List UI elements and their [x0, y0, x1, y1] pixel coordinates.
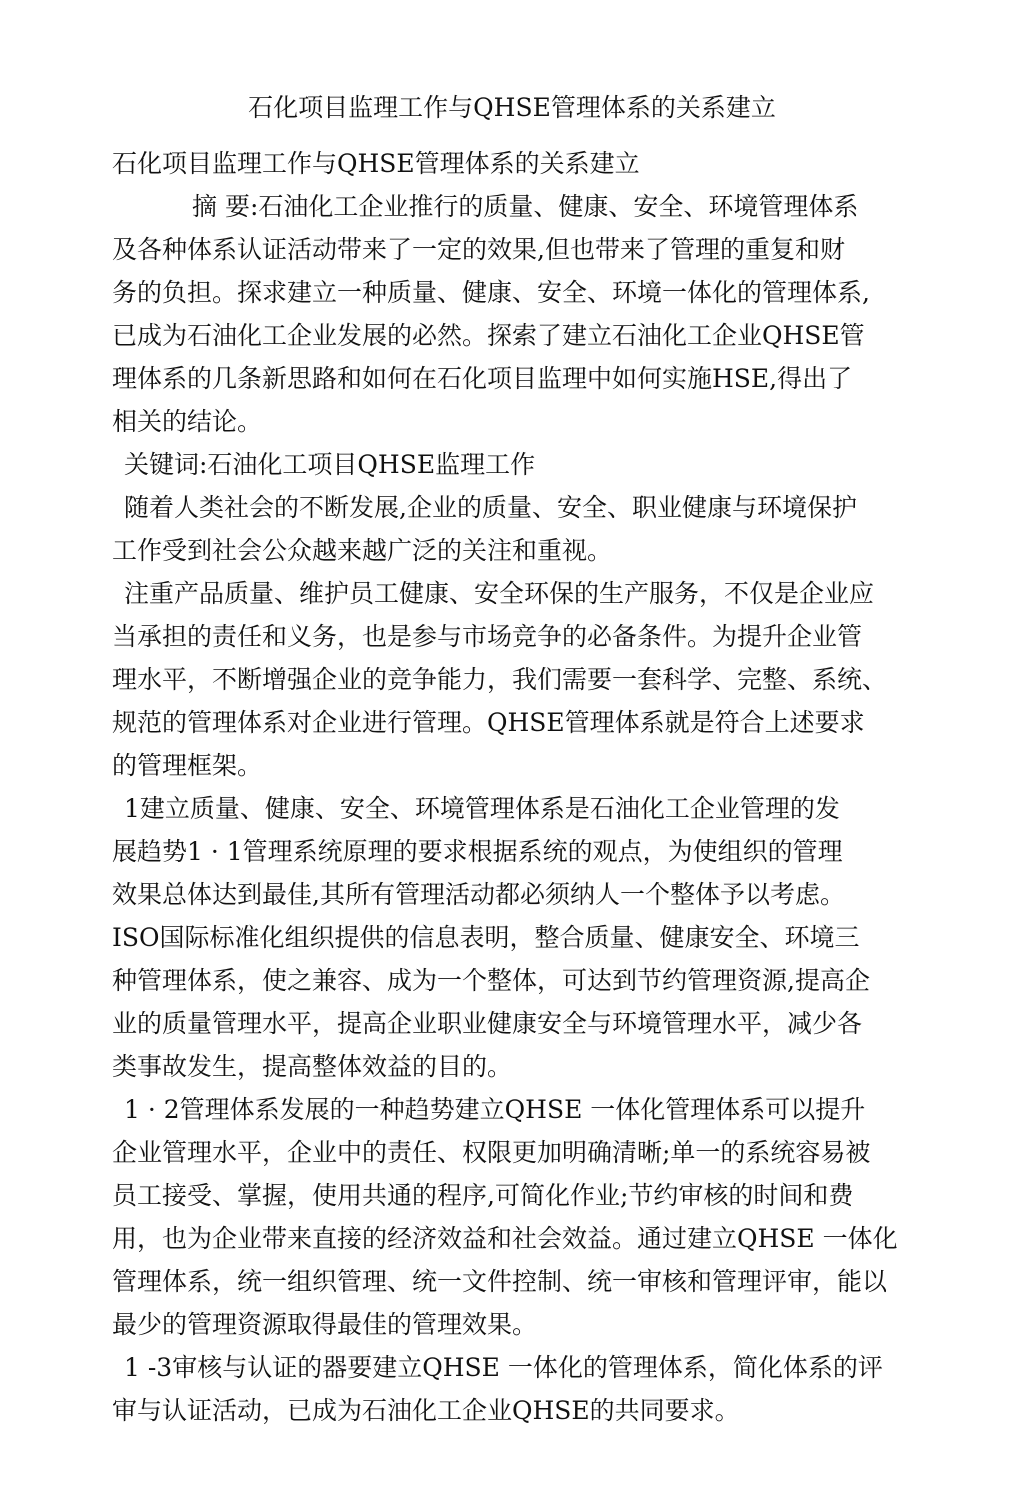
body-line: 及各种体系认证活动带来了一定的效果,但也带来了管理的重复和财 [112, 235, 845, 264]
body-line: 关键词:石油化工项目QHSE监理工作 [124, 450, 536, 479]
body-line: 规范的管理体系对企业进行管理。QHSE管理体系就是符合上述要求 [112, 708, 865, 737]
body-line: ISO国际标准化组织提供的信息表明，整合质量、健康安全、环境三 [112, 923, 860, 952]
body-line: 员工接受、掌握，使用共通的程序,可简化作业;节约审核的时间和费 [112, 1181, 854, 1210]
body-line: 石化项目监理工作与QHSE管理体系的关系建立 [112, 149, 640, 178]
body-line: 1 -3审核与认证的器要建立QHSE 一体化的管理体系，简化体系的评 [124, 1353, 883, 1382]
body-line: 理体系的几条新思路和如何在石化项目监理中如何实施HSE,得出了 [112, 364, 853, 393]
body-line: 已成为石油化工企业发展的必然。探索了建立石油化工企业QHSE管 [112, 321, 865, 350]
body-line: 业的质量管理水平，提高企业职业健康安全与环境管理水平，减少各 [112, 1009, 863, 1038]
body-line: 理水平，不断增强企业的竞争能力，我们需要一套科学、完整、系统、 [112, 665, 888, 694]
body-line: 摘 要:石油化工企业推行的质量、健康、安全、环境管理体系 [192, 192, 859, 221]
body-line: 种管理体系，使之兼容、成为一个整体，可达到节约管理资源,提高企 [112, 966, 870, 995]
body-line: 1建立质量、健康、安全、环境管理体系是石油化工企业管理的发 [124, 794, 840, 823]
document-body [112, 142, 902, 1432]
body-line: 当承担的责任和义务，也是参与市场竞争的必备条件。为提升企业管 [112, 622, 863, 651]
body-line: 管理体系，统一组织管理、统一文件控制、统一审核和管理评审，能以 [112, 1267, 888, 1296]
body-line: 务的负担。探求建立一种质量、健康、安全、环境一体化的管理体系, [112, 278, 870, 307]
body-line: 最少的管理资源取得最佳的管理效果。 [112, 1310, 538, 1339]
body-line: 类事故发生，提高整体效益的目的。 [112, 1052, 513, 1081]
document-title: 石化项目监理工作与QHSE管理体系的关系建立 [248, 93, 776, 122]
body-line: 展趋势1 · 1管理系统原理的要求根据系统的观点，为使组织的管理 [112, 837, 843, 866]
body-line: 工作受到社会公众越来越广泛的关注和重视。 [112, 536, 613, 565]
body-line: 随着人类社会的不断发展,企业的质量、安全、职业健康与环境保护 [124, 493, 857, 522]
body-line: 效果总体达到最佳,其所有管理活动都必须纳人一个整体予以考虑。 [112, 880, 845, 909]
body-line: 审与认证活动，已成为石油化工企业QHSE的共同要求。 [112, 1396, 740, 1425]
body-line: 的管理框架。 [112, 751, 263, 780]
body-line: 用，也为企业带来直接的经济效益和社会效益。通过建立QHSE 一体化 [112, 1224, 898, 1253]
body-line: 注重产品质量、维护员工健康、安全环保的生产服务，不仅是企业应 [124, 579, 875, 608]
body-line: 1 · 2管理体系发展的一种趋势建立QHSE 一体化管理体系可以提升 [124, 1095, 866, 1124]
body-line: 相关的结论。 [112, 407, 263, 436]
body-line: 企业管理水平，企业中的责任、权限更加明确清晰;单一的系统容易被 [112, 1138, 871, 1167]
